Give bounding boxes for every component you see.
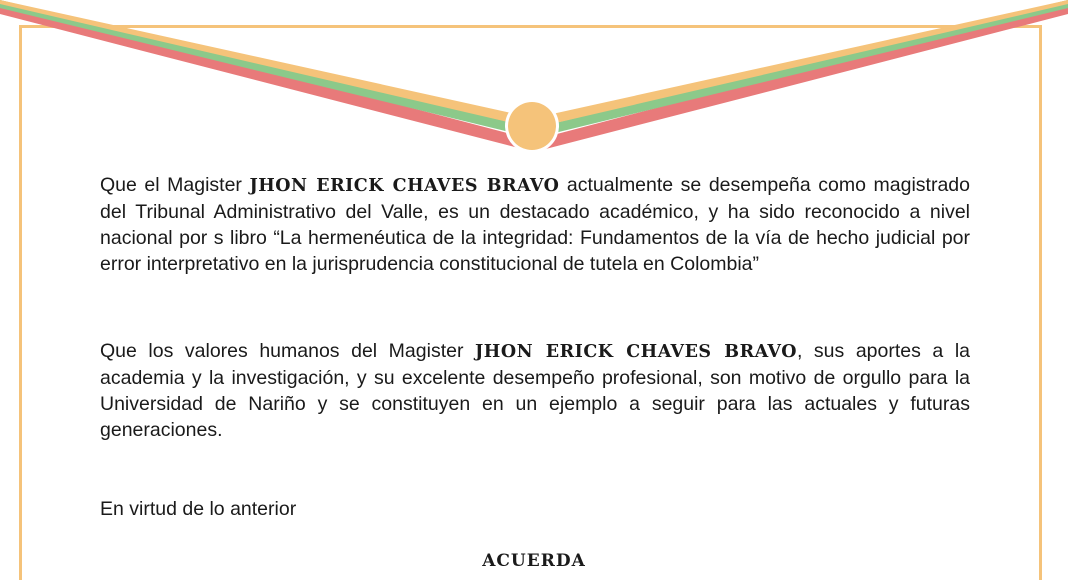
paragraph-2-before: Que los valores humanos del Magister: [100, 340, 476, 362]
paragraph-1-before: Que el Magister: [100, 174, 250, 196]
paragraph-2: [100, 338, 970, 443]
section-heading: ACUERDA: [482, 551, 586, 571]
paragraph-1-after: actualmente se desempeña como magistrado del Tribunal Administrativo del Valle, es un destacado académico, y ha sido reconocido a nivel nacional por s libro “La hermenéutica de la integridad: Fundamentos de la vía de hecho judicial por error interpretativo en la jurisprudencia constitucional de tutela en Colombia”: [100, 174, 970, 275]
decorative-ribbon: [0, 0, 1068, 160]
paragraph-3: En virtud de lo anterior: [100, 498, 297, 520]
paragraph-2-name: JHON ERICK CHAVES BRAVO: [475, 342, 797, 362]
paragraph-1-name: JHON ERICK CHAVES BRAVO: [249, 176, 560, 196]
paragraph-2-after: , sus aportes a la academia y la investigación, y su excelente desempeño profesional, son motivo de orgullo para la Universidad de Nariño y se constituyen en un ejemplo a seguir para las actuales y futuras generaciones.: [100, 340, 971, 441]
paragraph-1: [100, 172, 970, 277]
seal-icon: [505, 99, 559, 153]
